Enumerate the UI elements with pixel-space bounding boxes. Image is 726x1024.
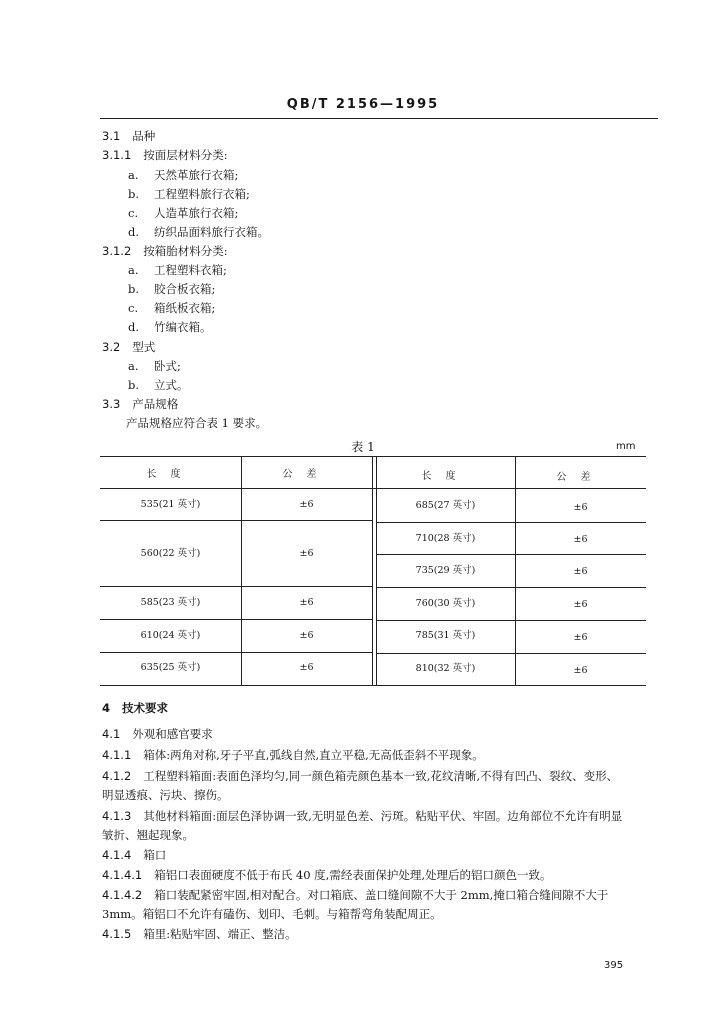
row-rule xyxy=(376,554,646,555)
table-cell-tolerance: ±6 xyxy=(299,630,314,641)
row-rule xyxy=(100,652,372,653)
header-rule xyxy=(100,118,658,119)
row-rule xyxy=(100,520,372,521)
row-rule xyxy=(376,653,646,654)
table-cell-length: 810(32 英寸) xyxy=(415,663,476,674)
header-tolerance-right: 公差 xyxy=(556,472,605,483)
list-item xyxy=(128,358,181,374)
table-cell-tolerance: ±6 xyxy=(573,566,588,577)
row-rule xyxy=(376,620,646,621)
item-text: 胶合板衣箱; xyxy=(154,282,216,296)
section-3-1-1 xyxy=(102,147,228,163)
item-letter: c. xyxy=(128,301,139,315)
section-4-1-4 xyxy=(102,847,166,863)
section-text: 箱里:粘贴牢固、端正、整洁。 xyxy=(143,927,297,941)
section-number: 3.1 xyxy=(102,129,121,143)
header-length-left: 长度 xyxy=(146,469,195,480)
col-rule xyxy=(372,456,373,685)
table-cell-length: 785(31 英寸) xyxy=(415,630,476,641)
list-item xyxy=(128,300,215,316)
section-text: 箱口装配紧密牢固,相对配合。对口箱底、盖口缝间隙不大于 2mm,掩口箱合缝间隙不大于 xyxy=(154,888,609,902)
spec-table xyxy=(100,456,646,686)
spec-sentence: 产品规格应符合表 1 要求。 xyxy=(126,416,268,430)
section-text: 按箱胎材料分类: xyxy=(143,244,228,258)
table-cell-length: 710(28 英寸) xyxy=(415,533,476,544)
section-text: 外观和感官要求 xyxy=(132,727,213,741)
section-4-1-2-continued: 明显透痕、污块、擦伤。 xyxy=(102,788,229,802)
section-3-1 xyxy=(102,128,155,144)
item-text: 天然革旅行衣箱; xyxy=(154,168,239,182)
section-4-1-5 xyxy=(102,926,297,942)
table-cell-length: 535(21 英寸) xyxy=(140,499,201,510)
section-text: 工程塑料箱面:表面色泽均匀,同一颜色箱壳颜色基本一致,花纹清晰,不得有凹凸、裂纹、变形、 xyxy=(143,769,619,783)
table-cell-tolerance: ±6 xyxy=(573,534,588,545)
section-text: 箱铝口表面硬度不低于布氏 40 度,需经表面保护处理,处理后的铝口颜色一致。 xyxy=(154,868,552,882)
section-text: 型式 xyxy=(132,340,156,354)
section-4 xyxy=(102,700,168,716)
section-3-2 xyxy=(102,339,155,355)
table-cell-length: 610(24 英寸) xyxy=(140,630,201,641)
row-rule xyxy=(376,587,646,588)
list-item xyxy=(128,186,250,202)
section-number: 3.1.2 xyxy=(102,244,132,258)
header-length-right: 长度 xyxy=(421,471,470,482)
section-text: 按面层材料分类: xyxy=(143,148,228,162)
table-cell-tolerance: ±6 xyxy=(573,665,588,676)
section-number: 3.1.1 xyxy=(102,148,132,162)
section-number: 4.1.1 xyxy=(102,748,132,762)
table-cell-tolerance: ±6 xyxy=(573,599,588,610)
table-cell-tolerance: ±6 xyxy=(573,502,588,513)
table-cell-length: 685(27 英寸) xyxy=(415,500,476,511)
table-cell-tolerance: ±6 xyxy=(299,499,314,510)
table-cell-tolerance: ±6 xyxy=(299,597,314,608)
section-number: 4 xyxy=(102,701,111,715)
section-number: 3.2 xyxy=(102,340,121,354)
section-4-1-4-1 xyxy=(102,867,552,883)
section-number: 4.1.3 xyxy=(102,809,132,823)
section-4-1 xyxy=(102,726,213,742)
item-text: 竹编衣箱。 xyxy=(154,320,212,334)
section-4-1-3-continued: 皱折、翘起现象。 xyxy=(102,828,194,842)
table-bottom-rule xyxy=(100,685,646,686)
table-top-rule xyxy=(100,456,646,457)
table-cell-tolerance: ±6 xyxy=(299,548,314,559)
section-text: 产品规格 xyxy=(132,397,179,411)
item-text: 卧式; xyxy=(154,359,181,373)
list-item xyxy=(128,377,189,393)
item-text: 工程塑料旅行衣箱; xyxy=(154,187,250,201)
item-letter: a. xyxy=(128,263,139,277)
section-4-1-4-2-continued: 3mm。箱铝口不允许有磕伤、划印、毛刺。与箱帮弯角装配周正。 xyxy=(102,907,442,921)
section-number: 4.1.4.1 xyxy=(102,868,143,882)
list-item xyxy=(128,224,269,240)
section-4-1-4-2 xyxy=(102,887,608,903)
table-cell-length: 635(25 英寸) xyxy=(140,662,201,673)
item-text: 箱纸板衣箱; xyxy=(154,301,216,315)
section-number: 4.1.5 xyxy=(102,927,132,941)
section-number: 4.1.2 xyxy=(102,769,132,783)
item-text: 立式。 xyxy=(154,378,189,392)
section-number: 4.1.4.2 xyxy=(102,888,143,902)
section-number: 3.3 xyxy=(102,397,121,411)
list-item xyxy=(128,205,238,221)
item-letter: b. xyxy=(128,378,140,392)
row-rule xyxy=(100,586,372,587)
table-header-rule xyxy=(100,488,646,489)
list-item xyxy=(128,319,212,335)
section-text: 箱口 xyxy=(143,848,167,862)
row-rule xyxy=(100,619,372,620)
header-tolerance-left: 公差 xyxy=(282,469,331,480)
table-cell-tolerance: ±6 xyxy=(299,662,314,673)
section-4-1-1 xyxy=(102,747,484,763)
table-cell-length: 560(22 英寸) xyxy=(140,548,201,559)
list-item xyxy=(128,262,227,278)
section-text: 技术要求 xyxy=(122,701,169,715)
table-cell-length: 760(30 英寸) xyxy=(415,598,476,609)
section-number: 4.1.4 xyxy=(102,848,132,862)
item-letter: d. xyxy=(128,320,140,334)
table-cell-length: 585(23 英寸) xyxy=(140,597,201,608)
section-number: 4.1 xyxy=(102,727,121,741)
table-cell-tolerance: ±6 xyxy=(573,632,588,643)
section-text: 品种 xyxy=(132,129,156,143)
row-rule xyxy=(376,522,646,523)
item-letter: c. xyxy=(128,206,139,220)
table-cell-length: 735(29 英寸) xyxy=(415,565,476,576)
item-letter: a. xyxy=(128,359,139,373)
section-4-1-2 xyxy=(102,768,618,784)
section-text: 箱体:两角对称,牙子平直,弧线自然,直立平稳,无高低歪斜不平现象。 xyxy=(143,748,484,762)
list-item xyxy=(128,281,215,297)
list-item xyxy=(128,167,238,183)
col-rule xyxy=(241,456,242,685)
document-header: QB/T 2156—1995 xyxy=(286,97,440,112)
section-3-1-2 xyxy=(102,243,228,259)
section-3-3 xyxy=(102,396,178,412)
section-text: 其他材料箱面:面层色泽协调一致,无明显色差、污斑。粘贴平伏、牢固。边角部位不允许有明显 xyxy=(143,809,623,823)
item-letter: d. xyxy=(128,225,140,239)
item-text: 纺织品面料旅行衣箱。 xyxy=(154,225,269,239)
item-text: 工程塑料衣箱; xyxy=(154,263,227,277)
table-title: 表 1 xyxy=(351,440,375,454)
item-letter: b. xyxy=(128,187,140,201)
page-number: 395 xyxy=(604,960,624,971)
item-letter: b. xyxy=(128,282,140,296)
item-letter: a. xyxy=(128,168,139,182)
table-unit: mm xyxy=(616,441,636,452)
item-text: 人造革旅行衣箱; xyxy=(154,206,239,220)
section-4-1-3 xyxy=(102,808,622,824)
